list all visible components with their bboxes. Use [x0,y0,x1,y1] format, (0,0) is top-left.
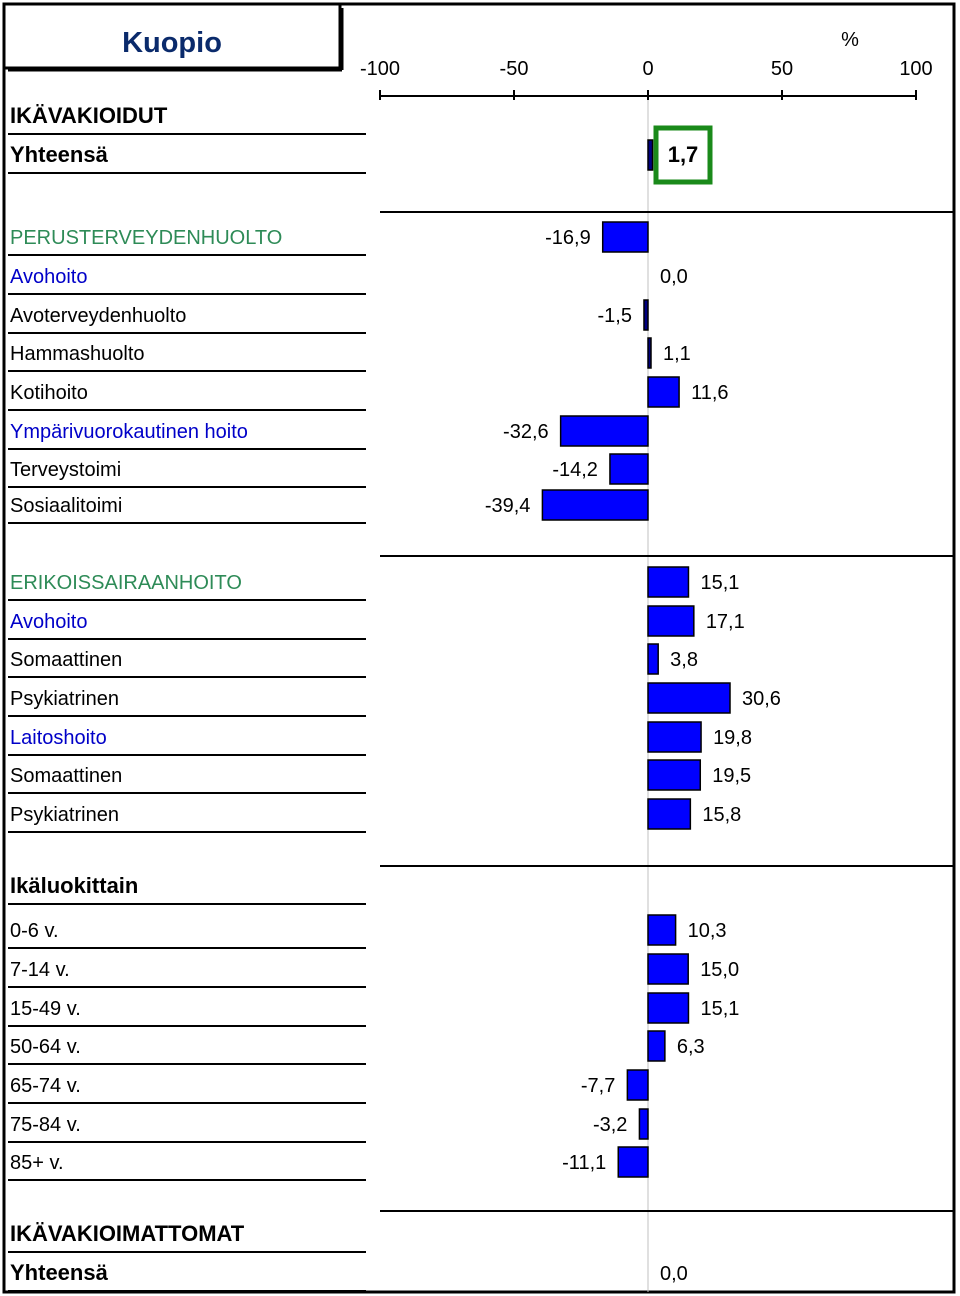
data-bar [618,1147,648,1177]
data-bar [610,454,648,484]
data-label: 19,5 [712,765,752,787]
data-bar [648,338,651,368]
section-header: ERIKOISSAIRAANHOITO [10,572,242,594]
section-header: IKÄVAKIOIDUT [10,103,168,128]
data-label: 1,1 [663,343,691,365]
row-label: 7-14 v. [10,959,70,981]
data-label: -11,1 [562,1152,607,1174]
section-header: IKÄVAKIOIMATTOMAT [10,1221,245,1246]
data-bar [648,1031,665,1061]
row-label: Somaattinen [10,649,123,671]
row-label: Psykiatrinen [10,688,119,710]
data-label: 19,8 [713,727,753,749]
chart-rows [8,103,954,1291]
x-tick-label: 0 [642,58,654,80]
data-label: -1,5 [597,305,632,327]
data-label: 0,0 [660,266,688,288]
data-bar [648,606,694,636]
data-label: 11,6 [691,382,729,404]
x-tick-label: -50 [499,58,529,80]
data-bar [639,1109,648,1139]
row-label: 65-74 v. [10,1075,81,1097]
data-label: -32,6 [503,421,549,443]
data-bar [648,954,688,984]
data-bar [648,760,700,790]
data-label: 30,6 [742,688,781,710]
data-bar [561,416,648,446]
data-bar [648,683,730,713]
row-label: Ympärivuorokautinen hoito [10,421,248,443]
data-label: -39,4 [484,495,531,517]
row-label: Sosiaalitoimi [10,495,123,517]
data-bar [648,799,690,829]
data-bar [648,377,679,407]
section-header: PERUSTERVEYDENHUOLTO [10,227,283,249]
row-label: Terveystoimi [10,459,122,481]
row-label: Yhteensä [10,1260,108,1285]
row-label: Avohoito [10,266,88,288]
row-label: Hammashuolto [10,343,145,365]
row-label: 75-84 v. [10,1114,81,1136]
data-label: -3,2 [592,1114,628,1136]
x-axis-ticks [360,58,933,100]
chart-title: Kuopio [122,27,222,59]
data-label: 0,0 [660,1263,688,1285]
data-bar [644,300,648,330]
data-label: 3,8 [670,649,698,671]
x-tick-label: -100 [359,58,401,80]
row-label: Somaattinen [10,765,123,787]
data-bar [648,140,653,170]
row-label: 0-6 v. [10,920,59,942]
data-bar [648,915,676,945]
row-label: Kotihoito [10,382,88,404]
data-label: 17,1 [705,611,745,633]
row-label: 15-49 v. [10,998,81,1020]
data-label: 6,3 [676,1036,705,1058]
row-label: Avohoito [10,611,88,633]
data-bar [648,644,658,674]
row-label: Laitoshoito [10,727,107,749]
row-label: 50-64 v. [10,1036,81,1058]
row-label: Psykiatrinen [10,804,119,826]
outer-frame [4,4,954,1292]
row-label: Yhteensä [10,142,108,167]
data-label: -7,7 [580,1075,616,1097]
data-label: 15,1 [700,572,740,594]
row-label: 85+ v. [10,1152,64,1174]
row-label: Avoterveydenhuolto [10,305,187,327]
data-label: 15,1 [700,998,740,1020]
data-label: -16,9 [545,227,591,249]
data-bar [627,1070,648,1100]
data-bar [603,222,648,252]
data-bar [542,490,648,520]
data-bar [648,567,688,597]
data-label: 15,8 [702,804,742,826]
section-header: Ikäluokittain [10,873,139,898]
data-label: 15,0 [700,959,740,981]
data-bar [648,993,688,1023]
data-bar [648,722,701,752]
data-label: 10,3 [687,920,727,942]
data-label: -14,2 [552,459,598,481]
x-tick-label: 100 [899,58,933,80]
data-label: 1,7 [667,142,699,167]
unit-label: % [841,29,859,51]
x-tick-label: 50 [770,58,794,80]
